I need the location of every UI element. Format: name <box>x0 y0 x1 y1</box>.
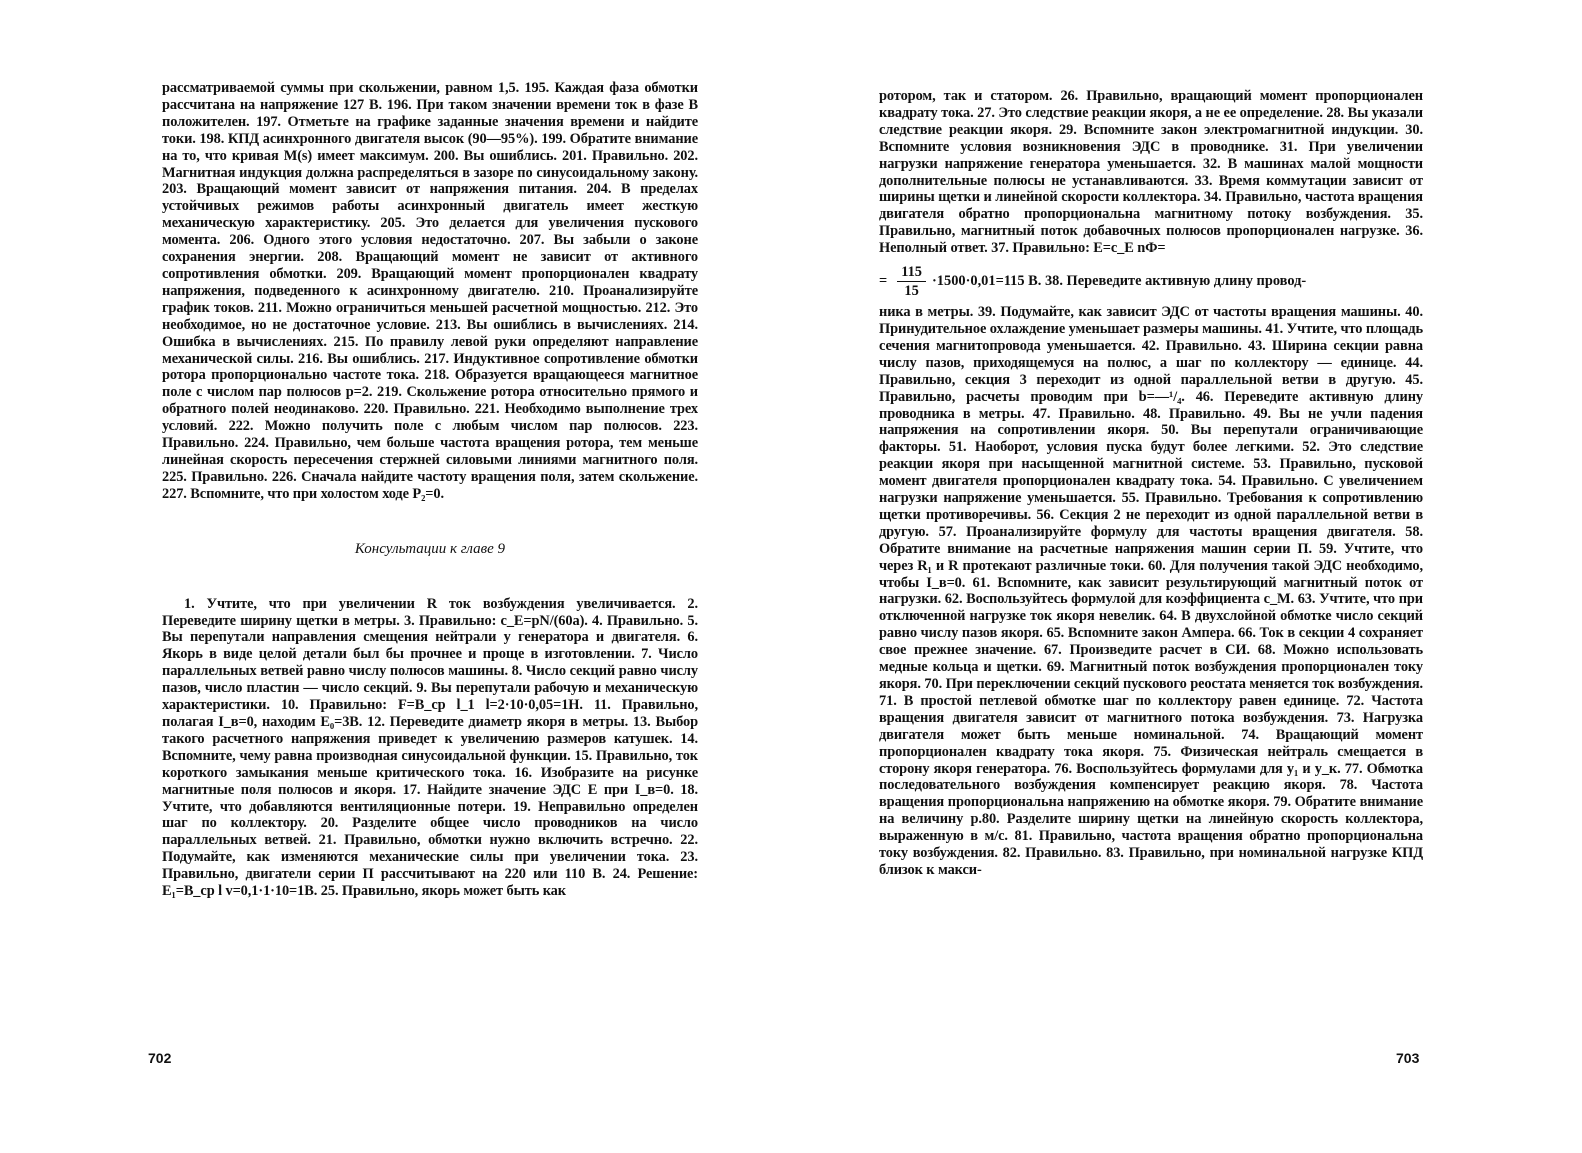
chapter-heading: Консультации к главе 9 <box>354 540 506 557</box>
fraction-numerator: 115 <box>897 263 926 282</box>
fraction <box>897 263 926 300</box>
formula-prefix: = <box>879 273 888 290</box>
page-number-right: 703 <box>1396 1050 1420 1066</box>
right-page <box>791 0 1582 1153</box>
left-paragraph-continued: рассматриваемой суммы при скольжении, равном 1,5. 195. Каждая фаза обмотки рассчитана на напряжение 127 В. 196. При таком значении времени ток в фазе B положителен. 197. Отметьте на графике заданные значения времени и найдите токи. 198. КПД асинхронного двигателя высок (90—95%). 199. Обратите внимание на то, что кривая M(s) имеет максимум. 200. Вы ошиблись. 201. Правильно. 202. Магнитная индукция должна распределяться в зазоре по синусоидальному закону. 203. Вращающий момент зависит от напряжения питания. 204. В пределах устойчивых режимов работы асинхронный двигатель имеет жесткую механическую характеристику. 205. Это делается для увеличения пускового момента. 206. Одного этого условия недостаточно. 207. Вы забыли о законе сохранения энергии. 208. Вращающий момент не зависит от активного сопротивления обмотки. 209. Вращающий момент пропорционален квадрату напряжения, подведенного к асинхронному двигателю. 210. Проанализируйте график токов. 211. Можно ограничиться меньшей расчетной мощностью. 212. Это необходимое, но не достаточное условие. 213. Вы ошиблись в вычислениях. 214. Ошибка в вычислениях. 215. По правилу левой руки определяют направление механической силы. 216. Вы ошиблись. 217. Индуктивное сопротивление обмотки ротора пропорционально частоте тока. 218. Образуется вращающееся магнитное поле с числом пар полюсов p=2. 219. Скольжение ротора относительно прямого и обратного полей неодинаково. 220. Правильно. 221. Необходимо выполнение трех условий. 222. Можно получить поле с любым числом пар полюсов. 223. Правильно. 224. Правильно, чем больше частота вращения ротора, тем меньше линейная скорость пересечения стержней силовыми линиями магнитного поля. 225. Правильно. 226. Сначала найдите частоту вращения поля, затем скольжение. 227. Вспомните, что при холостом ходе P₂=0. <box>162 80 698 502</box>
left-text-column <box>162 80 698 900</box>
right-text-column <box>879 88 1423 879</box>
formula-line <box>879 263 1423 300</box>
left-paragraph-chapter-9: 1. Учтите, что при увеличении R ток возбуждения увеличивается. 2. Переведите ширину щетки в метры. 3. Правильно: c_E=pN/(60a). 4. Правильно. 5. Вы перепутали направления смещения нейтрали у генератора и двигателя. 6. Якорь в виде целой детали был бы прочнее и проще в изготовлении. 7. Число параллельных ветвей равно числу полюсов машины. 8. Число секций равно числу пазов, число пластин — число секций. 9. Вы перепутали рабочую и механическую характеристики. 10. Правильно: F=B_cp l_1 l=2·10·0,05=1Н. 11. Правильно, полагая I_в=0, находим E₀=3В. 12. Переведите диаметр якоря в метры. 13. Выбор такого расчетного напряжения приведет к увеличению размеров катушек. 14. Вспомните, чему равна производная синусоидальной функции. 15. Правильно, ток короткого замыкания меньше критического тока. 16. Изобразите на рисунке магнитные поля полюсов и якоря. 17. Найдите значение ЭДС E при I_в=0. 18. Учтите, что добавляются вентиляционные потери. 19. Неправильно определен шаг по коллектору. 20. Разделите общее число проводников на число параллельных ветвей. 21. Правильно, обмотки нужно включить встречно. 22. Подумайте, как изменяются механические силы при увеличении тока. 23. Правильно, двигатели серии П рассчитывают на 220 или 110 В. 24. Решение: E₁=B_cp l v=0,1·1·10=1В. 25. Правильно, якорь может быть как <box>162 595 698 900</box>
right-paragraph-top: ротором, так и статором. 26. Правильно, вращающий момент пропорционален квадрату тока. 27. Это следствие реакции якоря, а не ее определение. 28. Вы указали следствие реакции якоря. 29. Вспомните закон электромагнитной индукции. 30. Вспомните условия возникновения ЭДС в проводнике. 31. При увеличении нагрузки напряжение генератора уменьшается. 32. В машинах малой мощности дополнительные полюсы не устанавливаются. 33. Время коммутации зависит от ширины щетки и линейной скорости коллектора. 34. Правильно, частота вращения двигателя обратно пропорциональна магнитному потоку возбуждения. 35. Правильно, магнитный поток добавочных полюсов пропорционален нагрузке. 36. Неполный ответ. 37. Правильно: E=c_E nФ= <box>879 88 1423 257</box>
fraction-denominator: 15 <box>904 283 919 300</box>
page-number-left: 702 <box>148 1050 172 1066</box>
formula-rest: ·1500·0,01=115 В. 38. Переведите активную длину провод- <box>932 273 1307 290</box>
right-paragraph-bottom: ника в метры. 39. Подумайте, как зависит ЭДС от частоты вращения машины. 40. Принудительное охлаждение уменьшает размеры машины. 41. Учтите, что площадь сечения магнитопровода уменьшается. 42. Правильно. 43. Ширина секции равна числу пазов, приходящемуся на полюс, а шаг по коллектору — единице. 44. Правильно, секция 3 переходит из одной параллельной ветви в другую. 45. Правильно, расчеты проводим при b=—¹/₄. 46. Переведите активную длину проводника в метры. 47. Правильно. 48. Правильно. 49. Вы не учли падения напряжения на сопротивлении якоря. 50. Вы перепутали ограничивающие факторы. 51. Наоборот, условия пуска будут более легкими. 52. Это следствие реакции якоря при насыщенной магнитной системе. 53. Правильно, пусковой момент двигателя пропорционален квадрату тока. 54. Правильно. С увеличением нагрузки напряжение уменьшается. 55. Правильно. Требования к сопротивлению щетки противоречивы. 56. Секция 2 не переходит из одной параллельной ветви в другую. 57. Проанализируйте формулу для частоты вращения двигателя. 58. Обратите внимание на расчетные напряжения машин серии П. 59. Учтите, что через R₁ и R протекают различные токи. 60. Для получения такой ЭДС необходимо, чтобы I_в=0. 61. Вспомните, как зависит результирующий магнитный поток от нагрузки. 62. Воспользуйтесь формулой для коэффициента c_M. 63. Учтите, что при отключенной нагрузке ток якоря невелик. 64. В двухслойной обмотке число секций равно числу пазов якоря. 65. Вспомните закон Ампера. 66. Ток в секции 4 сохраняет свое прежнее значение. 67. Произведите расчет в СИ. 68. Можно использовать медные кольца и щетки. 69. Магнитный поток возбуждения пропорционален току якоря. 70. При переключении секций пускового реостата меняется ток возбуждения. 71. В простой петлевой обмотке шаг по коллектору равен единице. 72. Частота вращения двигателя зависит от магнитного потока возбуждения. 73. Нагрузка двигателя может быть меньше номинальной. 74. Вращающий момент пропорционален квадрату тока якоря. 75. Физическая нейтраль смещается в сторону якоря генератора. 76. Воспользуйтесь формулами для y₁ и y_к. 77. Обмотка последовательного возбуждения компенсирует реакцию якоря. 78. Частота вращения пропорциональна напряжению на обмотке якоря. 79. Обратите внимание на величину p.80. Разделите ширину щетки на линейную скорость коллектора, выраженную в м/с. 81. Правильно, частота вращения обратно пропорциональна току возбуждения. 82. Правильно. 83. Правильно, при номинальной нагрузке КПД близок к макси- <box>879 304 1423 878</box>
